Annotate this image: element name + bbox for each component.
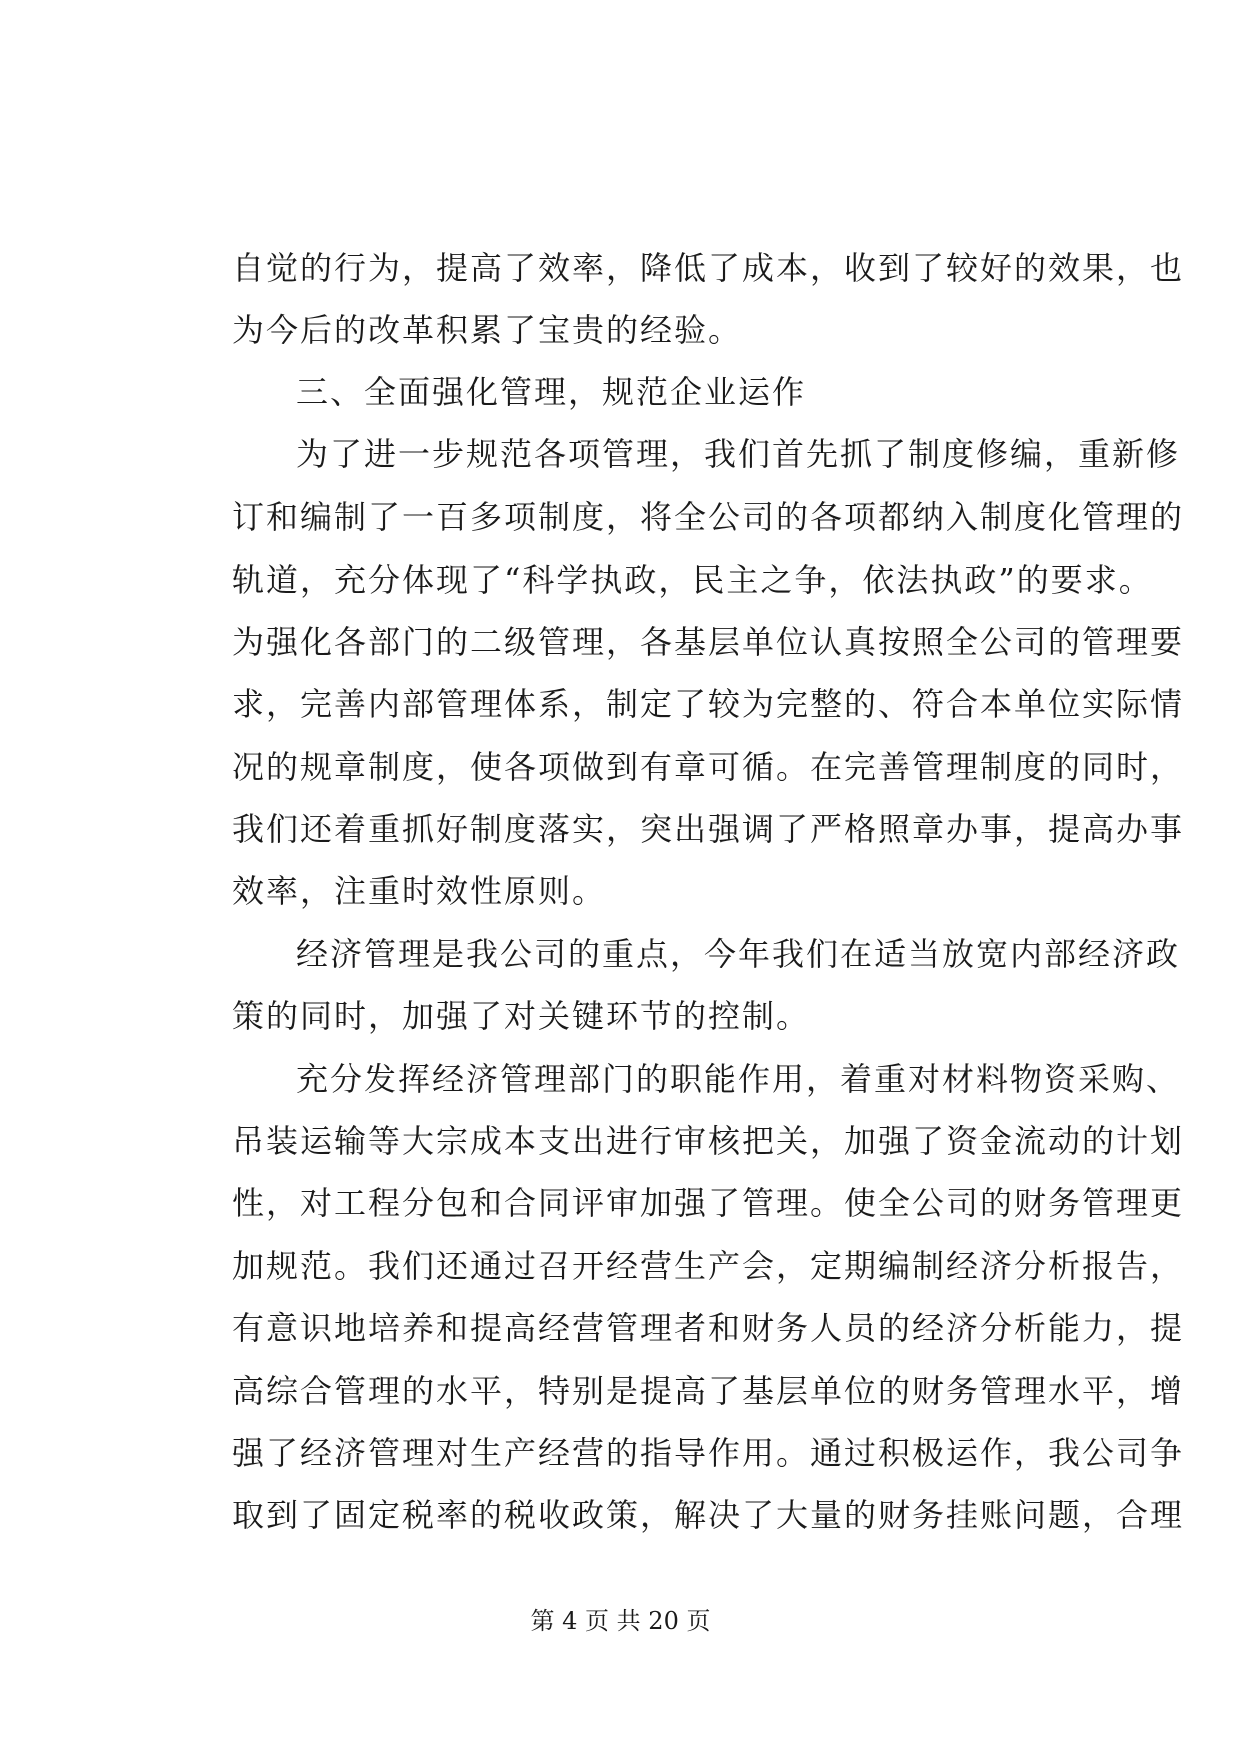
text-line: 加规范。我们还通过召开经营生产会，定期编制经济分析报告，	[232, 1247, 1185, 1285]
page-number: 第 4 页 共 20 页	[530, 1607, 711, 1635]
section-heading: 三、全面强化管理，规范企业运作	[296, 373, 807, 411]
text-line: 效率，注重时效性原则。	[232, 872, 607, 910]
text-line: 经济管理是我公司的重点，今年我们在适当放宽内部经济政	[296, 935, 1181, 973]
text-line: 求，完善内部管理体系，制定了较为完整的、符合本单位实际情	[232, 685, 1185, 723]
text-line: 为强化各部门的二级管理，各基层单位认真按照全公司的管理要	[232, 623, 1185, 661]
text-line: 订和编制了一百多项制度，将全公司的各项都纳入制度化管理的	[232, 498, 1185, 536]
text-line: 取到了固定税率的税收政策，解决了大量的财务挂账问题，合理	[232, 1496, 1185, 1534]
text-line: 况的规章制度，使各项做到有章可循。在完善管理制度的同时，	[232, 748, 1185, 786]
text-line: 有意识地培养和提高经营管理者和财务人员的经济分析能力，提	[232, 1309, 1185, 1347]
text-line: 高综合管理的水平，特别是提高了基层单位的财务管理水平，增	[232, 1372, 1185, 1410]
text-line: 我们还着重抓好制度落实，突出强调了严格照章办事，提高办事	[232, 810, 1185, 848]
text-line: 轨道，充分体现了“科学执政，民主之争，依法执政”的要求。	[232, 561, 1153, 599]
text-line: 策的同时，加强了对关键环节的控制。	[232, 997, 811, 1035]
text-line: 为今后的改革积累了宝贵的经验。	[232, 311, 743, 349]
text-line: 性，对工程分包和合同评审加强了管理。使全公司的财务管理更	[232, 1184, 1185, 1222]
text-line: 吊装运输等大宗成本支出进行审核把关，加强了资金流动的计划	[232, 1122, 1185, 1160]
text-line: 强了经济管理对生产经营的指导作用。通过积极运作，我公司争	[232, 1434, 1185, 1472]
text-line: 自觉的行为，提高了效率，降低了成本，收到了较好的效果，也	[232, 249, 1185, 287]
text-line: 充分发挥经济管理部门的职能作用，着重对材料物资采购、	[296, 1060, 1181, 1098]
text-line: 为了进一步规范各项管理，我们首先抓了制度修编，重新修	[296, 435, 1181, 473]
